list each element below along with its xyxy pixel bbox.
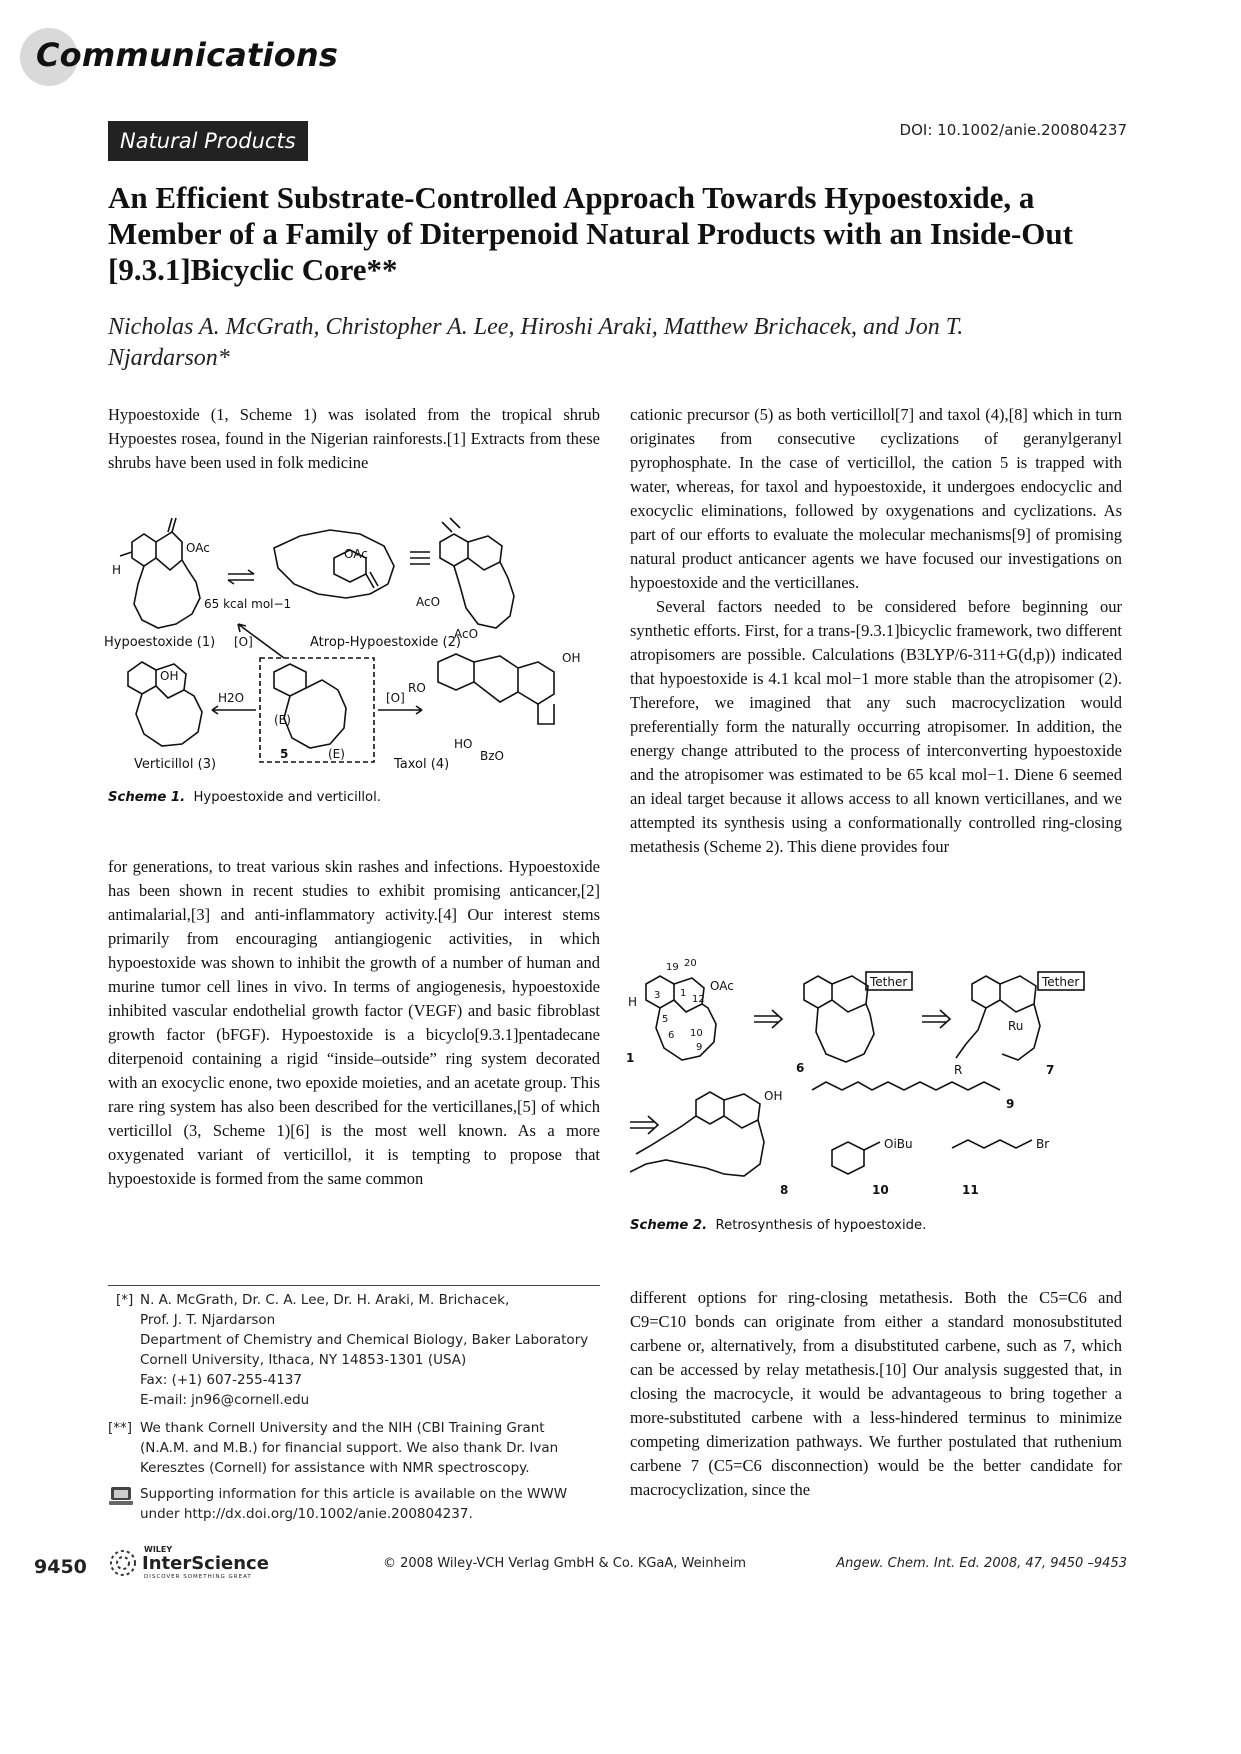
label-br: Br bbox=[1036, 1137, 1050, 1151]
label-r: R bbox=[954, 1063, 963, 1077]
paragraph: Hypoestoxide (1, Scheme 1) was isolated from the tropical shrub Hypoestes rosea, found in the Nigerian rainforests.[1] Extracts from these shrubs have been used in folk medicine bbox=[108, 405, 600, 472]
computer-icon bbox=[108, 1486, 134, 1506]
label-c9: 9 bbox=[1006, 1097, 1015, 1111]
label-c11: 11 bbox=[962, 1183, 979, 1197]
label-ho: HO bbox=[454, 737, 473, 751]
macrocycle-hypo bbox=[134, 560, 200, 628]
enone bbox=[442, 518, 460, 532]
ring-eq-a bbox=[440, 534, 468, 566]
label-c10: 10 bbox=[872, 1183, 889, 1197]
footnote-rule bbox=[108, 1285, 600, 1286]
label-ro: RO bbox=[408, 681, 426, 695]
article-title: An Efficient Substrate-Controlled Approach Towards Hypoestoxide, a Member of a Family of Diterpenoid Natural Products with an Inside-Out [9.3.1]Bicyclic Core** bbox=[108, 180, 1073, 287]
oibu-bond bbox=[864, 1142, 880, 1150]
label-c7: 7 bbox=[1046, 1063, 1055, 1077]
authors: Nicholas A. McGrath, Christopher A. Lee, Hiroshi Araki, Matthew Brichacek, and Jon T. Njardarson* bbox=[108, 314, 964, 371]
footnote-text: Supporting information for this article is available on the WWW under http://dx.doi.org/10.1002/anie.200804237. bbox=[140, 1486, 568, 1522]
scheme-2-figure bbox=[626, 950, 1126, 1212]
chain-9 bbox=[812, 1082, 1000, 1090]
section-header bbox=[20, 28, 339, 86]
macrocycle-cation bbox=[284, 680, 346, 748]
scheme-2-caption bbox=[630, 1218, 926, 1233]
chain-7 bbox=[956, 1008, 986, 1058]
paragraph: different options for ring-closing metathesis. Both the C5=C6 and C9=C10 bonds can originate from either a standard monosubstituted carbene or, alternatively, from a disubstituted carbene, such as 7, which can be accessed by relay metathesis.[10] Our analysis suggested that, in closing the macrocycle, it would be advantageous to bring together a more-substituted carbene with a less-hindered terminus to minimize competing dimerization pathways. We further postulated that ruthenium carbene 7 (C5=C6 disconnection) would be the better candidate for macrocyclization, since the bbox=[630, 1288, 1122, 1499]
caption-label: Scheme 2. bbox=[630, 1218, 708, 1233]
footnote-line: N. A. McGrath, Dr. C. A. Lee, Dr. H. Araki, M. Brichacek, bbox=[140, 1292, 510, 1308]
page-number: 9450 bbox=[34, 1556, 87, 1578]
tagline: DISCOVER SOMETHING GREAT bbox=[144, 1574, 252, 1580]
scheme-1-caption bbox=[108, 790, 381, 805]
label-e1: (E) bbox=[274, 713, 291, 727]
ring-eq-b bbox=[468, 536, 502, 570]
retro-arrow-1 bbox=[754, 1010, 782, 1028]
retro-arrow-3 bbox=[630, 1116, 658, 1134]
ring-taxol-a bbox=[438, 654, 474, 690]
caption-text: Retrosynthesis of hypoestoxide. bbox=[715, 1218, 927, 1233]
interscience-logo bbox=[108, 1546, 298, 1580]
macrocycle-6 bbox=[816, 1004, 874, 1062]
footnote-mark: [**] bbox=[108, 1420, 133, 1436]
footnote-supporting-info bbox=[108, 1484, 580, 1524]
doi: DOI: 10.1002/anie.200804237 bbox=[899, 121, 1127, 139]
macrocycle-eq bbox=[454, 562, 514, 628]
left-column-top bbox=[108, 403, 600, 475]
section-title: Communications bbox=[36, 36, 339, 74]
label-oibu: OiBu bbox=[884, 1137, 913, 1151]
retro-arrow-2 bbox=[922, 1010, 950, 1028]
equivalent-sign bbox=[410, 552, 430, 564]
footnote-affiliation bbox=[108, 1290, 600, 1410]
ring-8-b bbox=[724, 1094, 760, 1128]
label-oac: OAc bbox=[710, 979, 734, 993]
label-ru: Ru bbox=[1008, 1019, 1024, 1033]
ring-cation bbox=[274, 664, 306, 696]
citation: Angew. Chem. Int. Ed. 2008, 47, 9450 –9453 bbox=[836, 1556, 1127, 1571]
right-column-bottom bbox=[630, 1286, 1122, 1502]
paragraph: Several factors needed to be considered before beginning our synthetic efforts. First, for a trans-[9.3.1]bicyclic framework, two different atropisomers are possible. Calculations (B3LYP/6-311+G(d,p)) indicated that hypoestoxide is 4.1 kcal mol−1 more stable than the atropisomer (2). Therefore, we imagined that any such macrocyclization would preferentially form the naturally occurring atropisomer. In addition, the energy change attributed to the process of interconverting hypoestoxide and the atropisomer was estimated to be 65 kcal mol−1. Diene 6 seemed an ideal target because it allows access to all known verticillanes, and we attempted its synthesis using a conformationally controlled ring-closing metathesis (Scheme 2). This diene provides four bbox=[630, 597, 1122, 856]
label-verticillol: Verticillol (3) bbox=[134, 757, 217, 772]
label-n6: 6 bbox=[668, 1030, 675, 1041]
oxetane bbox=[538, 704, 554, 724]
label-oh: OH bbox=[160, 669, 179, 683]
label-aco-2: AcO bbox=[454, 627, 479, 641]
footnote-line: Fax: (+1) 607-255-4137 bbox=[140, 1372, 302, 1388]
label-h: H bbox=[628, 995, 638, 1009]
label-n19: 19 bbox=[666, 962, 679, 973]
label-atrop: Atrop-Hypoestoxide (2) bbox=[310, 635, 461, 650]
label-oac: OAc bbox=[186, 541, 210, 555]
label-o-ox: [O] bbox=[234, 635, 253, 649]
footnote-mark: [*] bbox=[116, 1292, 134, 1308]
caption-label: Scheme 1. bbox=[108, 790, 186, 805]
ring-7-b bbox=[1000, 976, 1036, 1012]
label-n12: 12 bbox=[692, 994, 705, 1005]
footnote-line: Department of Chemistry and Chemical Biology, Baker Laboratory bbox=[140, 1332, 589, 1348]
label-n5: 5 bbox=[662, 1014, 669, 1025]
caption-text: Hypoestoxide and verticillol. bbox=[193, 790, 381, 805]
paragraph: cationic precursor (5) as both verticillol[7] and taxol (4),[8] which in turn originates from consecutive cyclizations of geranylgeranyl pyrophosphate. In the case of verticillol, the cation 5 is trapped with water, whereas, for taxol and hypoestoxide, it undergoes endocyclic and exocyclic eliminations, followed by oxygenations and cyclizations. As part of our efforts to evaluate the molecular mechanisms[9] of promising natural product anticancer agents we have focused our investigations on hypoestoxide and the verticillanes. bbox=[630, 405, 1122, 592]
paragraph: for generations, to treat various skin rashes and infections. Hypoestoxide has been shown in recent studies to exhibit promising anticancer,[2] antimalarial,[3] and anti-inflammatory activity.[4] Our interest stems primarily from encouraging antiangiogenic activities, in which hypoestoxide was shown to inhibit the growth of a number of human and murine tumor cell lines in vivo. In terms of angiogenesis, hypoestoxide inhibited vascular endothelial growth factor (VEGF) and basic fibroblast growth factor (bFGF). Hypoestoxide is a bicyclo[9.3.1]pentadecane diterpenoid containing a rigid “inside–outside” ring system decorated with an exocyclic enone, two epoxide moieties, and an acetate group. This rare ring system has also been described for the verticillanes,[5] of which verticillol (3, Scheme 1)[6] is the most well known. As a more oxygenated variant of verticillol, it is tempting to propose that hypoestoxide is formed from the same common bbox=[108, 857, 600, 1188]
label-oac-2: OAc bbox=[344, 547, 368, 561]
ring-7-a bbox=[972, 976, 1000, 1008]
label-tether: Tether bbox=[870, 975, 908, 989]
arrow-to-vert bbox=[212, 706, 256, 714]
label-taxol: Taxol (4) bbox=[394, 757, 450, 772]
label-tether-2: Tether bbox=[1042, 975, 1080, 989]
ring-taxol-b bbox=[474, 656, 518, 702]
label-n10: 10 bbox=[690, 1028, 703, 1039]
footnote-line: E-mail: jn96@cornell.edu bbox=[140, 1392, 310, 1408]
left-column-bottom bbox=[108, 855, 600, 1191]
footnote-line: Cornell University, Ithaca, NY 14853-1301 (USA) bbox=[140, 1352, 467, 1368]
ring-hypo-a bbox=[132, 534, 156, 566]
ring-taxol-c bbox=[518, 662, 554, 704]
equilibrium-arrow bbox=[228, 570, 254, 584]
label-h2o: H2O bbox=[218, 691, 245, 705]
label-o-ox-2: [O] bbox=[386, 691, 405, 705]
exocyclic-alkene bbox=[168, 518, 176, 532]
label-e2: (E) bbox=[328, 747, 345, 761]
label-hypoestoxide: Hypoestoxide (1) bbox=[104, 635, 216, 650]
h-bond bbox=[120, 552, 132, 556]
ring-10 bbox=[832, 1142, 864, 1174]
label-aco: AcO bbox=[416, 595, 441, 609]
label-n9: 9 bbox=[696, 1042, 703, 1053]
label-n20: 20 bbox=[684, 958, 697, 969]
exocyclic-alkene-2 bbox=[366, 572, 378, 588]
label-oh: OH bbox=[764, 1089, 783, 1103]
label-n1: 1 bbox=[680, 988, 687, 999]
footnote-line: Prof. J. T. Njardarson bbox=[140, 1312, 276, 1328]
arrow-to-taxol bbox=[378, 706, 422, 714]
interscience-label: InterScience bbox=[142, 1553, 269, 1574]
label-bzo: BzO bbox=[480, 749, 504, 763]
footnote-text: We thank Cornell University and the NIH (CBI Training Grant (N.A.M. and M.B.) for financial support. We also thank Dr. Ivan Keresztes (Cornell) for assistance with NMR spectroscopy. bbox=[140, 1420, 559, 1476]
footnote-acknowledgment bbox=[108, 1418, 580, 1478]
label-c6: 6 bbox=[796, 1061, 805, 1075]
label-c1: 1 bbox=[626, 1051, 635, 1065]
spacer2 bbox=[806, 990, 994, 998]
scheme-1-figure bbox=[104, 512, 604, 774]
ring-hypo-b bbox=[156, 532, 182, 570]
label-n3: 3 bbox=[654, 990, 661, 1001]
category-tag: Natural Products bbox=[108, 121, 308, 161]
ring-6-a bbox=[804, 976, 832, 1008]
copyright: © 2008 Wiley-VCH Verlag GmbH & Co. KGaA, Weinheim bbox=[383, 1556, 747, 1571]
ring-8-a bbox=[696, 1092, 724, 1124]
label-cation-5: 5 bbox=[280, 747, 289, 761]
label-energy: 65 kcal mol−1 bbox=[204, 597, 292, 611]
ring-6-b bbox=[832, 976, 868, 1012]
macrocycle-vert bbox=[136, 690, 202, 746]
chain-11 bbox=[952, 1140, 1032, 1148]
wiley-label: WILEY bbox=[144, 1545, 173, 1554]
interscience-burst-icon bbox=[108, 1548, 138, 1578]
label-oh-2: OH bbox=[562, 651, 581, 665]
label-h: H bbox=[112, 563, 122, 577]
label-c8: 8 bbox=[780, 1183, 789, 1197]
ring-vert-a bbox=[128, 662, 156, 694]
right-column-top bbox=[630, 403, 1122, 859]
